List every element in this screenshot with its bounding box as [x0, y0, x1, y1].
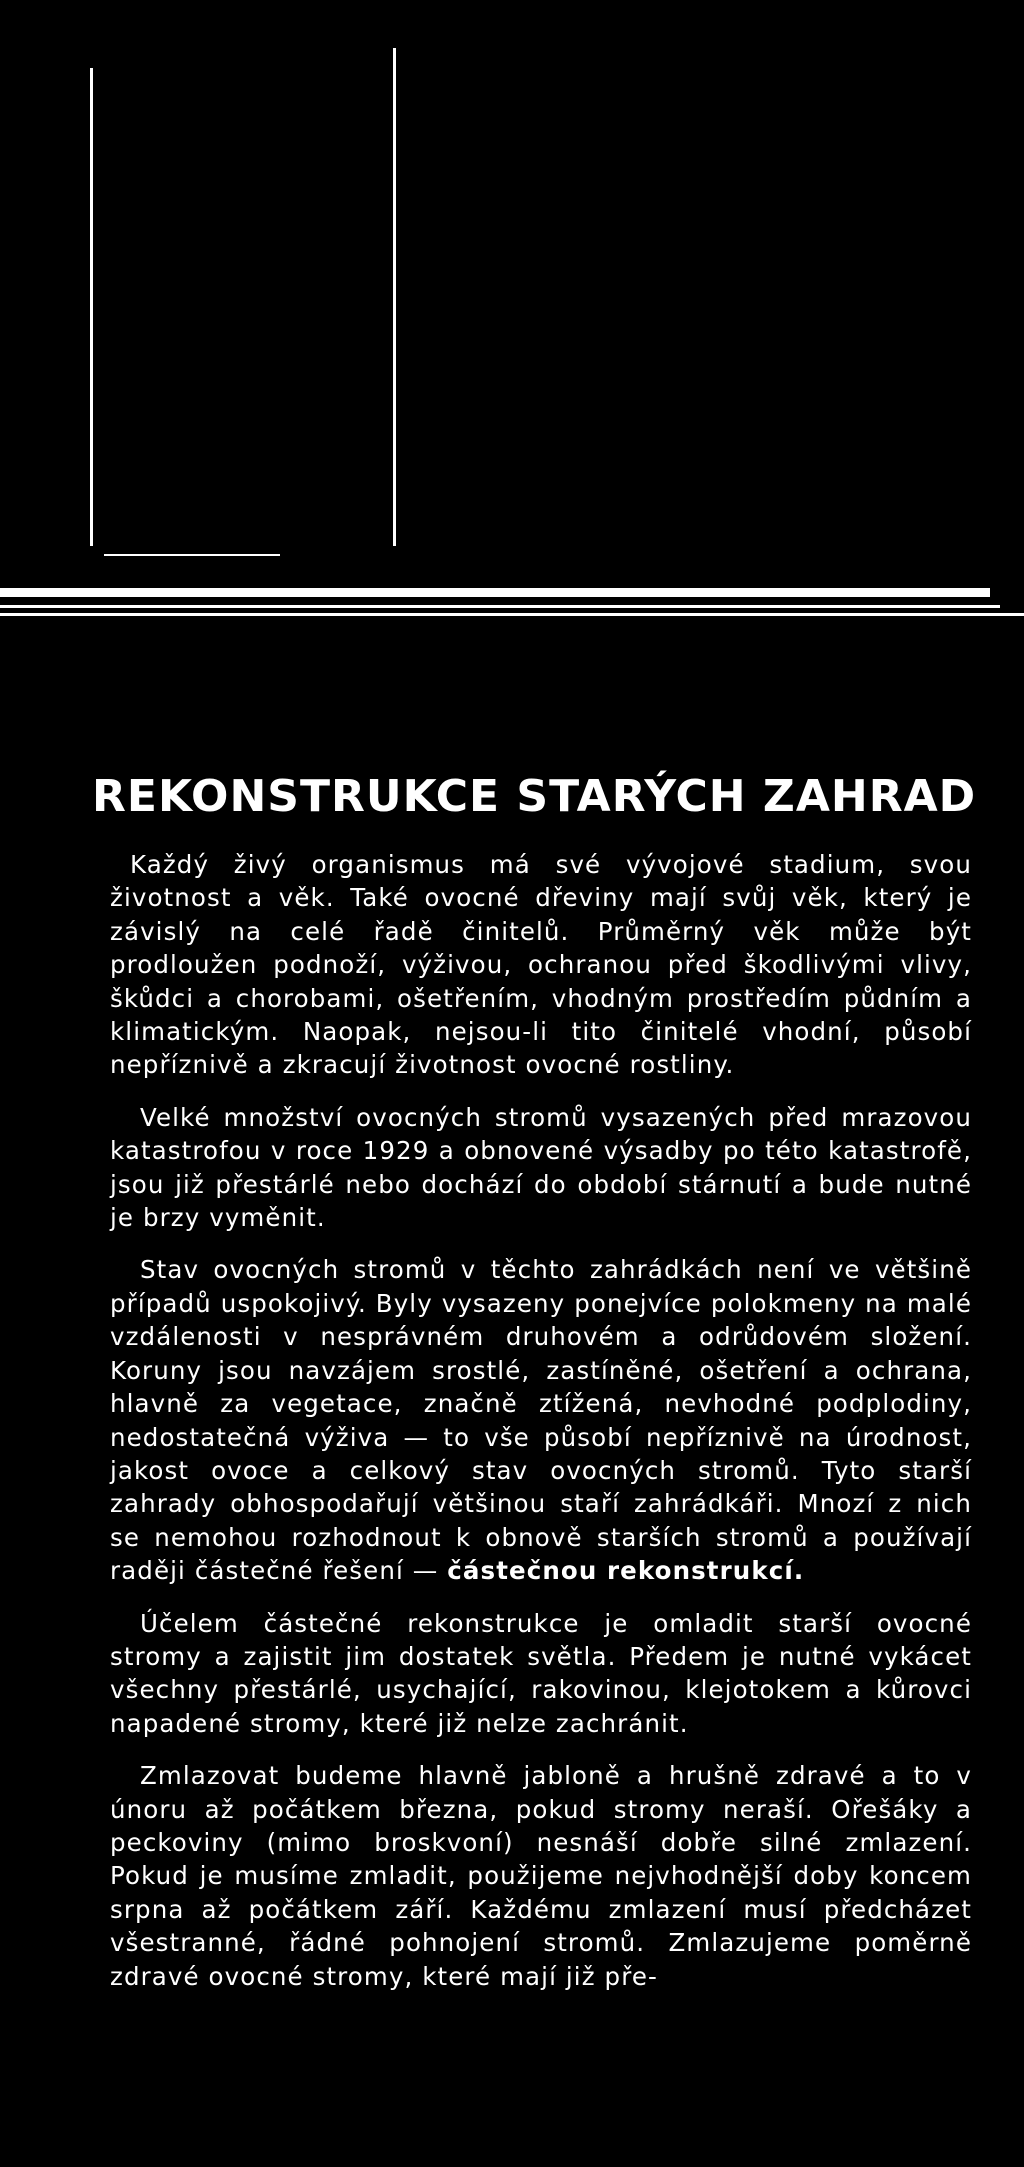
paragraph-4: Účelem částečné rekonstrukce je omladit starší ovocné stromy a zajistit jim dostatek světla. Předem je nutné vykácet všechny přestárlé, usychající, rakovinou, klejotokem a kůrovci napadené stromy, které již nelze zachránit. — [110, 1608, 972, 1738]
article-body — [110, 848, 972, 2012]
paragraph-3 — [110, 1253, 972, 1587]
paragraph-1: Každý živý organismus má své vývojové stadium, svou životnost a věk. Také ovocné dřeviny mají svůj věk, který je závislý na celé řadě činitelů. Průměrný věk může být prodloužen podnoží, výživou, ochranou před škodlivými vlivy, škůdci a chorobami, ošetřením, vhodným prostředím půdním a klimatickým. Naopak, nejsou-li tito činitelé vhodní, působí nepříznivě a zkracují životnost ovocné rostliny. — [110, 850, 972, 1080]
frame-bottom-line — [104, 554, 280, 556]
page-title: REKONSTRUKCE STARÝCH ZAHRAD — [92, 771, 977, 823]
paragraph-5: Zmlazovat budeme hlavně jabloně a hrušně zdravé a to v únoru až počátkem března, pokud stromy neraší. Ořešáky a peckoviny (mimo broskvoní) nesnáší dobře silné zmlazení. Pokud je musíme zmladit, použijeme nejvhodnější doby koncem srpna až počátkem září. Každému zmlazení musí předcházet všestranné, řádné pohnojení stromů. Zmlazujeme poměrně zdravé ovocné stromy, které mají již pře- — [110, 1761, 972, 1991]
divider-thin-2 — [0, 613, 1024, 616]
bold-phrase: částečnou rekonstrukcí. — [447, 1556, 805, 1586]
frame-right-line — [393, 48, 396, 546]
paragraph-2: Velké množství ovocných stromů vysazených před mrazovou katastrofou v roce 1929 a obnovené výsadby po této katastrofě, jsou již přestárlé nebo dochází do období stárnutí a bude nutné je brzy vyměnit. — [110, 1102, 972, 1233]
divider-thin-1 — [0, 605, 1000, 608]
divider-thick — [0, 588, 990, 597]
paragraph-3-text: Stav ovocných stromů v těchto zahrádkách není ve většině případů uspokojivý. Byly vysazeny ponejvíce polokmeny na malé vzdálenosti v nesprávném druhovém a odrůdovém složení. Koruny jsou navzájem srostlé, zastíněné, ošetření a ochrana, hlavně za vegetace, značně ztížená, nevhodné podplodiny, nedostatečná výživa — to vše působí nepříznivě na úrodnost, jakost ovoce a celkový stav ovocných stromů. Tyto starší zahrady obhospodařují většinou staří zahrádkáři. Mnozí z nich se nemohou rozhodnout k obnově starších stromů a používají raději částečné řešení — — [110, 1255, 972, 1586]
frame-left-line — [90, 68, 93, 546]
